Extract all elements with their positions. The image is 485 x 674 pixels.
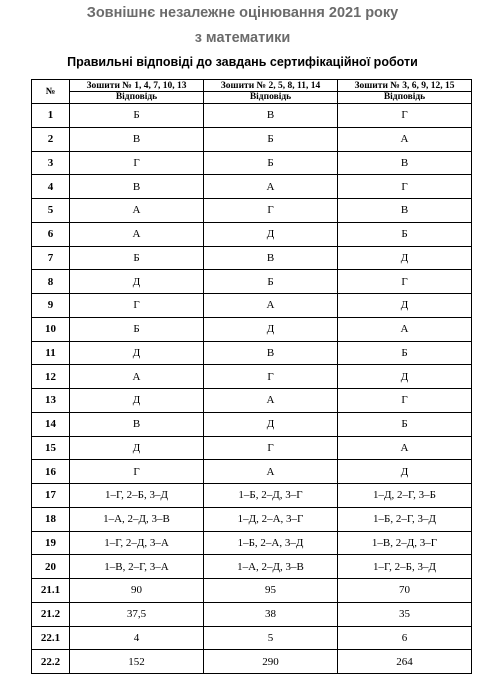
answer-cell: А <box>204 460 338 484</box>
answer-cell: 152 <box>70 650 204 674</box>
table-row <box>32 484 472 508</box>
task-number: 15 <box>32 436 70 460</box>
answer-cell: 1–Д, 2–А, 3–Г <box>204 507 338 531</box>
answer-cell: 1–А, 2–Д, 3–В <box>70 507 204 531</box>
table-row <box>32 579 472 603</box>
task-number: 4 <box>32 175 70 199</box>
task-number: 10 <box>32 317 70 341</box>
table-row <box>32 222 472 246</box>
answer-cell: 1–Б, 2–Г, 3–Д <box>338 507 472 531</box>
task-number: 17 <box>32 484 70 508</box>
page-title: Зовнішнє незалежне оцінювання 2021 року <box>86 5 399 21</box>
answer-cell: Д <box>70 436 204 460</box>
task-number: 11 <box>32 341 70 365</box>
task-number: 1 <box>32 104 70 128</box>
answer-cell: 95 <box>204 579 338 603</box>
answer-cell: Д <box>204 412 338 436</box>
column-notebooks-label: Зошити № 2, 5, 8, 11, 14 <box>220 81 321 91</box>
answer-cell: Д <box>338 246 472 270</box>
answer-cell: А <box>70 199 204 223</box>
answer-cell: 5 <box>204 626 338 650</box>
answer-cell: 264 <box>338 650 472 674</box>
task-number: 7 <box>32 246 70 270</box>
answer-cell: 1–Г, 2–Б, 3–Д <box>338 555 472 579</box>
task-number: 21.1 <box>32 579 70 603</box>
column-answer-label: Відповідь <box>203 91 338 102</box>
answer-cell: В <box>338 151 472 175</box>
answer-cell: 37,5 <box>70 602 204 626</box>
task-number: 18 <box>32 507 70 531</box>
answer-cell: Б <box>204 127 338 151</box>
answer-cell: Г <box>204 365 338 389</box>
table-row <box>32 602 472 626</box>
answer-cell: Г <box>338 175 472 199</box>
answer-cell: А <box>204 175 338 199</box>
answer-cell: 290 <box>204 650 338 674</box>
answer-cell: 70 <box>338 579 472 603</box>
answer-cell: Б <box>204 151 338 175</box>
answer-cell: Г <box>338 389 472 413</box>
answer-cell: 90 <box>70 579 204 603</box>
column-answer-label: Відповідь <box>337 91 472 102</box>
answer-cell: Г <box>204 199 338 223</box>
answer-cell: 1–Г, 2–Б, 3–Д <box>70 484 204 508</box>
table-row <box>32 531 472 555</box>
answer-cell: В <box>204 341 338 365</box>
answer-cell: Б <box>70 317 204 341</box>
answer-cell: 1–В, 2–Г, 3–А <box>70 555 204 579</box>
answer-cell: 1–А, 2–Д, 3–В <box>204 555 338 579</box>
answer-cell: А <box>338 127 472 151</box>
column-header-number: № <box>32 80 70 104</box>
answer-cell: 38 <box>204 602 338 626</box>
column-header-notebooks-2 <box>204 80 338 104</box>
answer-cell: Д <box>204 317 338 341</box>
answer-cell: 1–В, 2–Д, 3–Г <box>338 531 472 555</box>
table-row <box>32 412 472 436</box>
answer-cell: Д <box>338 294 472 318</box>
task-number: 5 <box>32 199 70 223</box>
answer-cell: Д <box>70 270 204 294</box>
task-number: 22.1 <box>32 626 70 650</box>
answer-cell: А <box>204 294 338 318</box>
answer-cell: Д <box>70 341 204 365</box>
answer-cell: 35 <box>338 602 472 626</box>
table-row <box>32 270 472 294</box>
answer-cell: А <box>70 222 204 246</box>
answer-cell: 1–Г, 2–Д, 3–А <box>70 531 204 555</box>
column-notebooks-label: Зошити № 3, 6, 9, 12, 15 <box>354 81 455 91</box>
task-number: 3 <box>32 151 70 175</box>
answer-cell: Д <box>338 460 472 484</box>
answer-cell: Д <box>338 365 472 389</box>
task-number: 16 <box>32 460 70 484</box>
answer-cell: В <box>70 412 204 436</box>
answer-cell: В <box>70 127 204 151</box>
task-number: 2 <box>32 127 70 151</box>
answer-cell: Г <box>70 460 204 484</box>
answer-cell: В <box>338 199 472 223</box>
table-row <box>32 127 472 151</box>
answer-cell: 1–Д, 2–Г, 3–Б <box>338 484 472 508</box>
answer-cell: 4 <box>70 626 204 650</box>
column-header-notebooks-1 <box>70 80 204 104</box>
table-row <box>32 650 472 674</box>
table-row <box>32 507 472 531</box>
answer-cell: Б <box>338 341 472 365</box>
answer-cell: 6 <box>338 626 472 650</box>
answer-cell: А <box>338 317 472 341</box>
table-row <box>32 341 472 365</box>
answers-table <box>31 79 472 674</box>
answer-cell: Б <box>338 222 472 246</box>
table-row <box>32 246 472 270</box>
table-row <box>32 436 472 460</box>
answer-cell: А <box>204 389 338 413</box>
answer-cell: Б <box>204 270 338 294</box>
answer-cell: 1–Б, 2–А, 3–Д <box>204 531 338 555</box>
page-title-subject: з математики <box>194 30 291 46</box>
table-header-row <box>32 80 472 104</box>
task-number: 14 <box>32 412 70 436</box>
column-header-notebooks-3 <box>338 80 472 104</box>
answer-cell: А <box>70 365 204 389</box>
table-row <box>32 626 472 650</box>
table-row <box>32 460 472 484</box>
answer-cell: В <box>70 175 204 199</box>
answer-cell: Г <box>70 294 204 318</box>
table-row <box>32 389 472 413</box>
task-number: 6 <box>32 222 70 246</box>
answer-cell: Г <box>70 151 204 175</box>
task-number: 22.2 <box>32 650 70 674</box>
answer-cell: В <box>204 246 338 270</box>
task-number: 9 <box>32 294 70 318</box>
table-row <box>32 294 472 318</box>
task-number: 21.2 <box>32 602 70 626</box>
task-number: 12 <box>32 365 70 389</box>
task-number: 8 <box>32 270 70 294</box>
answer-cell: Г <box>338 104 472 128</box>
answer-cell: 1–Б, 2–Д, 3–Г <box>204 484 338 508</box>
table-row <box>32 317 472 341</box>
page-subtitle: Правильні відповіді до завдань сертифікаційної роботи <box>67 55 418 69</box>
answer-cell: Д <box>204 222 338 246</box>
answer-cell: Б <box>70 246 204 270</box>
answer-cell: В <box>204 104 338 128</box>
table-row <box>32 175 472 199</box>
answer-cell: Б <box>70 104 204 128</box>
table-row <box>32 365 472 389</box>
column-answer-label: Відповідь <box>69 91 204 102</box>
answer-cell: А <box>338 436 472 460</box>
answer-cell: Б <box>338 412 472 436</box>
answer-cell: Д <box>70 389 204 413</box>
table-row <box>32 555 472 579</box>
table-row <box>32 199 472 223</box>
answer-cell: Г <box>204 436 338 460</box>
task-number: 13 <box>32 389 70 413</box>
answer-cell: Г <box>338 270 472 294</box>
table-row <box>32 104 472 128</box>
task-number: 19 <box>32 531 70 555</box>
task-number: 20 <box>32 555 70 579</box>
column-notebooks-label: Зошити № 1, 4, 7, 10, 13 <box>86 81 187 91</box>
table-row <box>32 151 472 175</box>
